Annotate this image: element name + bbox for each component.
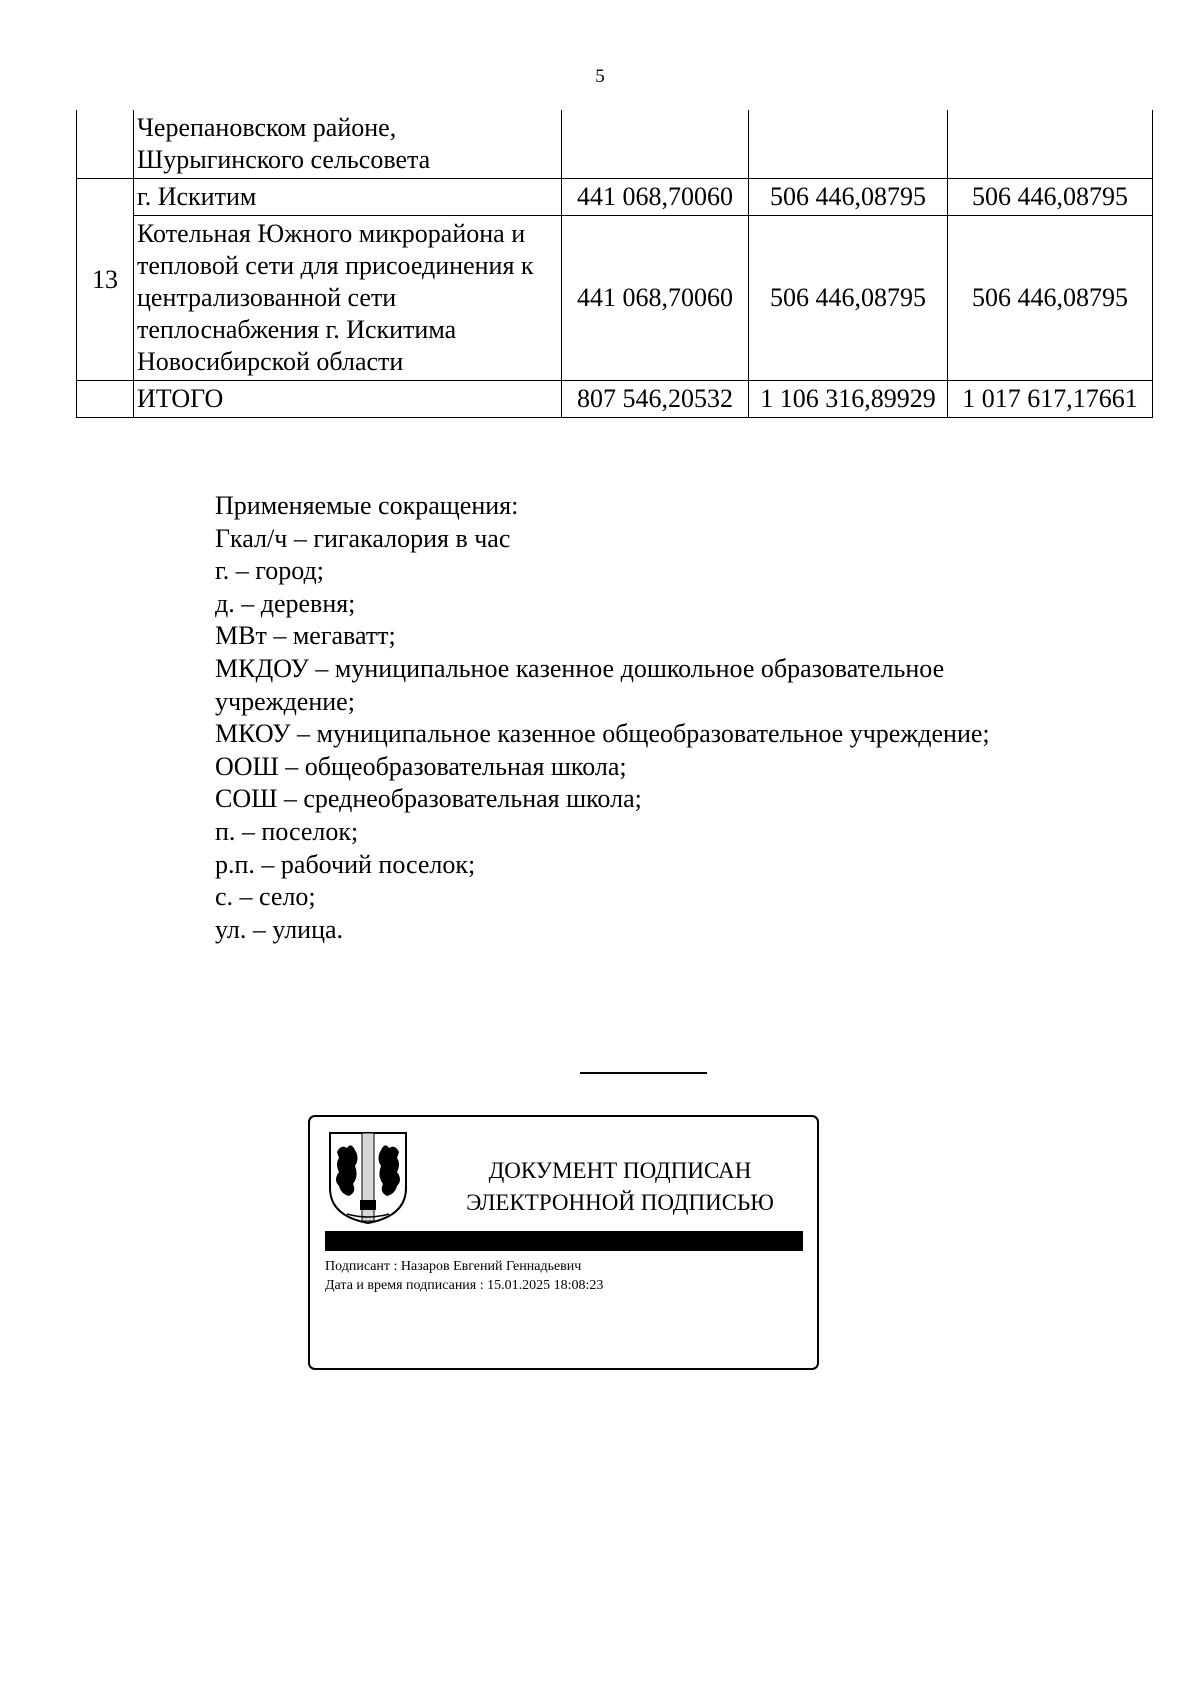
abbreviation-item: р.п. – рабочий поселок;: [215, 849, 476, 879]
table-row: [77, 216, 1153, 381]
row-number-cell: [77, 381, 134, 418]
coat-of-arms-icon: [327, 1130, 409, 1226]
abbreviation-item: п. – поселок;: [215, 816, 359, 846]
abbreviation-item: МКДОУ – муниципальное казенное дошкольное образовательное: [215, 653, 945, 683]
object-name-cell: Котельная Южного микрорайона и тепловой сети для присоединения к централизованной сети теплоснабжения г. Искитима Новосибирской области: [134, 216, 562, 381]
stamp-title-line: ЭЛЕКТРОННОЙ ПОДПИСЬЮ: [466, 1190, 774, 1215]
value-cell-3: [948, 110, 1153, 179]
abbreviation-item: СОШ – среднеобразовательная школа;: [215, 784, 642, 814]
abbreviations-title: Применяемые сокращения:: [215, 491, 519, 520]
abbreviation-item: ул. – улица.: [215, 914, 344, 944]
abbreviation-item: с. – село;: [215, 882, 316, 912]
total-value-cell-1: 807 546,20532: [562, 381, 749, 418]
abbreviation-item: МКОУ – муниципальное казенное общеобразовательное учреждение;: [215, 719, 990, 749]
row-number-cell: 13: [77, 179, 134, 381]
total-value-cell-3: 1 017 617,17661: [948, 381, 1153, 418]
row-number-cell: [77, 110, 134, 179]
total-value-cell-2: 1 106 316,89929: [749, 381, 948, 418]
object-name-cell: г. Искитим: [134, 179, 562, 216]
signing-datetime-line: Дата и время подписания : 15.01.2025 18:08:23: [325, 1278, 604, 1293]
page-number: 5: [595, 66, 605, 87]
table-row-total: [77, 381, 1153, 418]
end-rule: [580, 1072, 707, 1074]
stamp-info: [325, 1257, 603, 1295]
abbreviation-item: д. – деревня;: [215, 588, 356, 618]
abbreviation-item: МВт – мегаватт;: [215, 621, 396, 651]
stamp-title: [440, 1155, 800, 1219]
value-cell-1: [562, 110, 749, 179]
abbreviations-list: [215, 490, 1115, 946]
value-cell-2: 506 446,08795: [749, 216, 948, 381]
stamp-title-line: ДОКУМЕНТ ПОДПИСАН: [488, 1158, 752, 1183]
value-cell-3: 506 446,08795: [948, 179, 1153, 216]
abbreviation-item: г. – город;: [215, 556, 324, 586]
value-cell-1: 441 068,70060: [562, 179, 749, 216]
value-cell-2: [749, 110, 948, 179]
signature-stamp: [308, 1115, 819, 1370]
abbreviation-item: Гкал/ч – гигакалория в час: [215, 523, 511, 553]
table-row: [77, 110, 1153, 179]
value-cell-2: 506 446,08795: [749, 179, 948, 216]
value-cell-3: 506 446,08795: [948, 216, 1153, 381]
table-row: [77, 179, 1153, 216]
value-cell-1: 441 068,70060: [562, 216, 749, 381]
abbreviation-item: учреждение;: [215, 686, 355, 716]
cost-table: [76, 110, 1153, 418]
signer-line: Подписант : Назаров Евгений Геннадьевич: [325, 1259, 582, 1274]
total-label-cell: ИТОГО: [134, 381, 562, 418]
object-name-cell: Черепановском районе, Шурыгинского сельсовета: [134, 110, 562, 179]
abbreviation-item: ООШ – общеобразовательная школа;: [215, 751, 627, 781]
stamp-bar: [325, 1231, 803, 1251]
